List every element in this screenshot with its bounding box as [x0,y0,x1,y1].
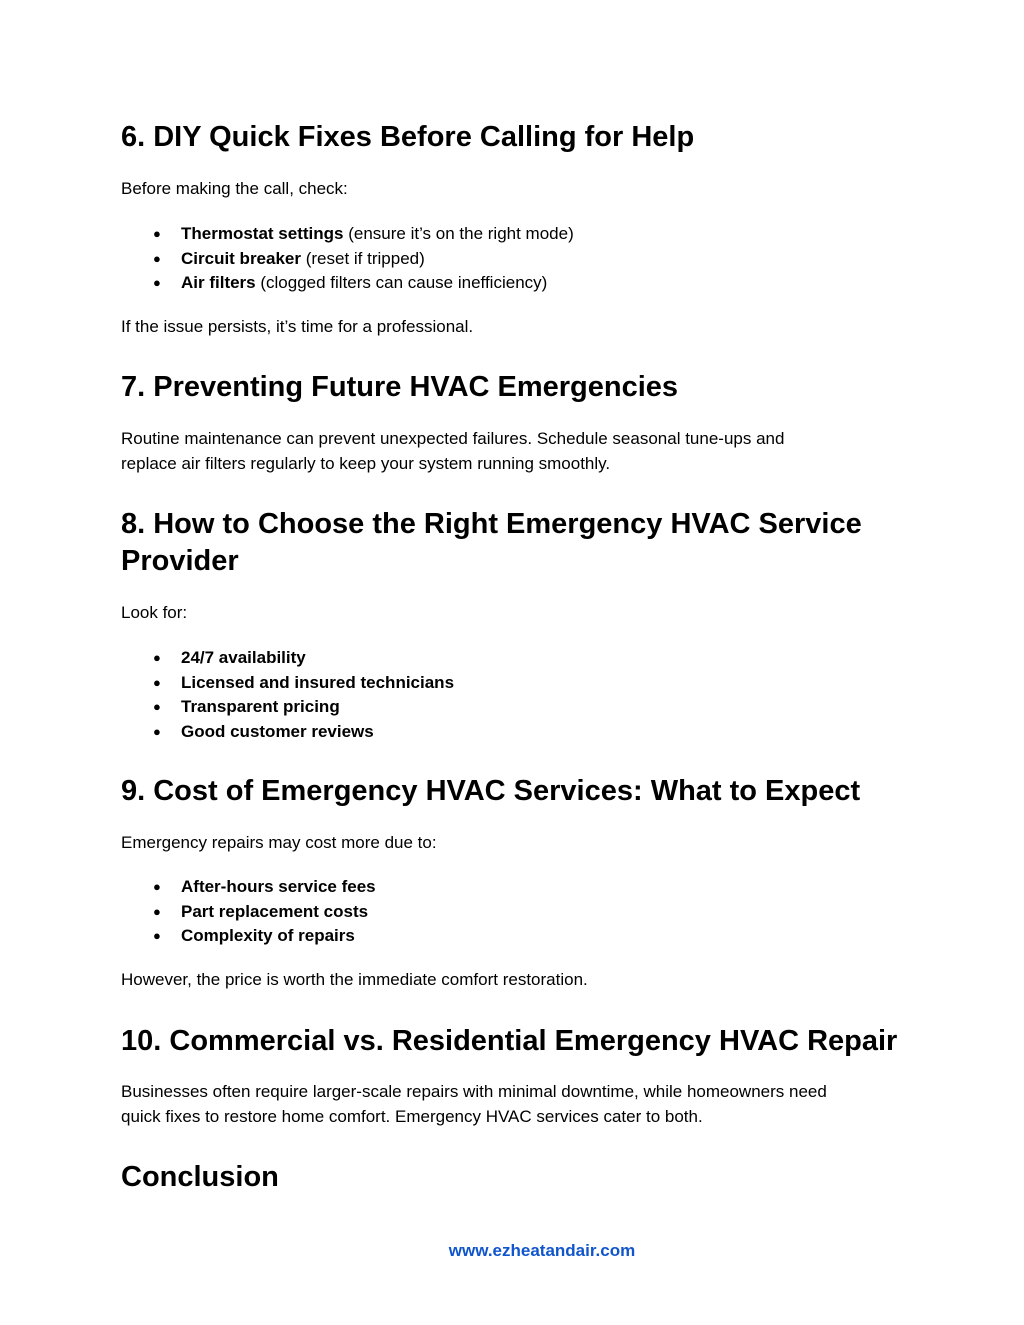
bullet-icon: ● [153,226,161,241]
section-heading-cost: 9. Cost of Emergency HVAC Services: What to Expect [121,775,861,807]
section-intro: Emergency repairs may cost more due to: [121,833,437,852]
bullet-icon: ● [153,928,161,943]
bullet-icon: ● [153,674,161,690]
section-heading-conclusion: Conclusion [121,1161,279,1193]
section-outro: However, the price is worth the immediate comfort restoration. [121,970,588,989]
bullet-icon: ● [153,879,161,894]
bullet-icon: ● [153,250,161,266]
section-outro: If the issue persists, it’s time for a professional. [121,317,474,336]
bullet-icon: ● [153,723,161,739]
bullet-icon: ● [153,275,161,290]
section-intro: Before making the call, check: [121,179,348,198]
section-heading-diy-fixes: 6. DIY Quick Fixes Before Calling for Help [121,121,695,153]
bullet-icon: ● [153,903,161,919]
list-item: ● Licensed and insured technicians [121,671,454,696]
footer-website-link[interactable]: www.ezheatandair.com [448,1241,636,1260]
list-item: ● Good customer reviews [121,720,454,745]
section-heading-commercial-vs-residential: 10. Commercial vs. Residential Emergency HVAC Repair [121,1025,898,1057]
list-item: ● Transparent pricing [121,695,454,720]
provider-criteria-list [121,646,454,744]
list-item: ● 24/7 availability [121,646,454,671]
section-heading-choose-provider: 8. How to Choose the Right Emergency HVAC Service Provider [121,508,862,577]
bullet-icon: ● [153,699,161,714]
list-item: ● Complexity of repairs [121,924,376,949]
list-item: ● Thermostat settings (ensure it’s on the right mode) [121,222,574,247]
checklist [121,222,574,296]
list-item: ● Part replacement costs [121,900,376,925]
list-item: ● After-hours service fees [121,875,376,900]
section-body: Businesses often require larger-scale repairs with minimal downtime, while homeowners need quick fixes to restore home comfort. Emergency HVAC services cater to both. [121,1082,827,1126]
list-item: ● Circuit breaker (reset if tripped) [121,247,574,272]
section-body: Routine maintenance can prevent unexpected failures. Schedule seasonal tune-ups and replace air filters regularly to keep your system running smoothly. [121,429,785,473]
cost-factors-list [121,875,376,949]
section-heading-preventing: 7. Preventing Future HVAC Emergencies [121,371,679,403]
section-intro: Look for: [121,603,188,622]
bullet-icon: ● [153,650,161,665]
list-item: ● Air filters (clogged filters can cause inefficiency) [121,271,574,296]
